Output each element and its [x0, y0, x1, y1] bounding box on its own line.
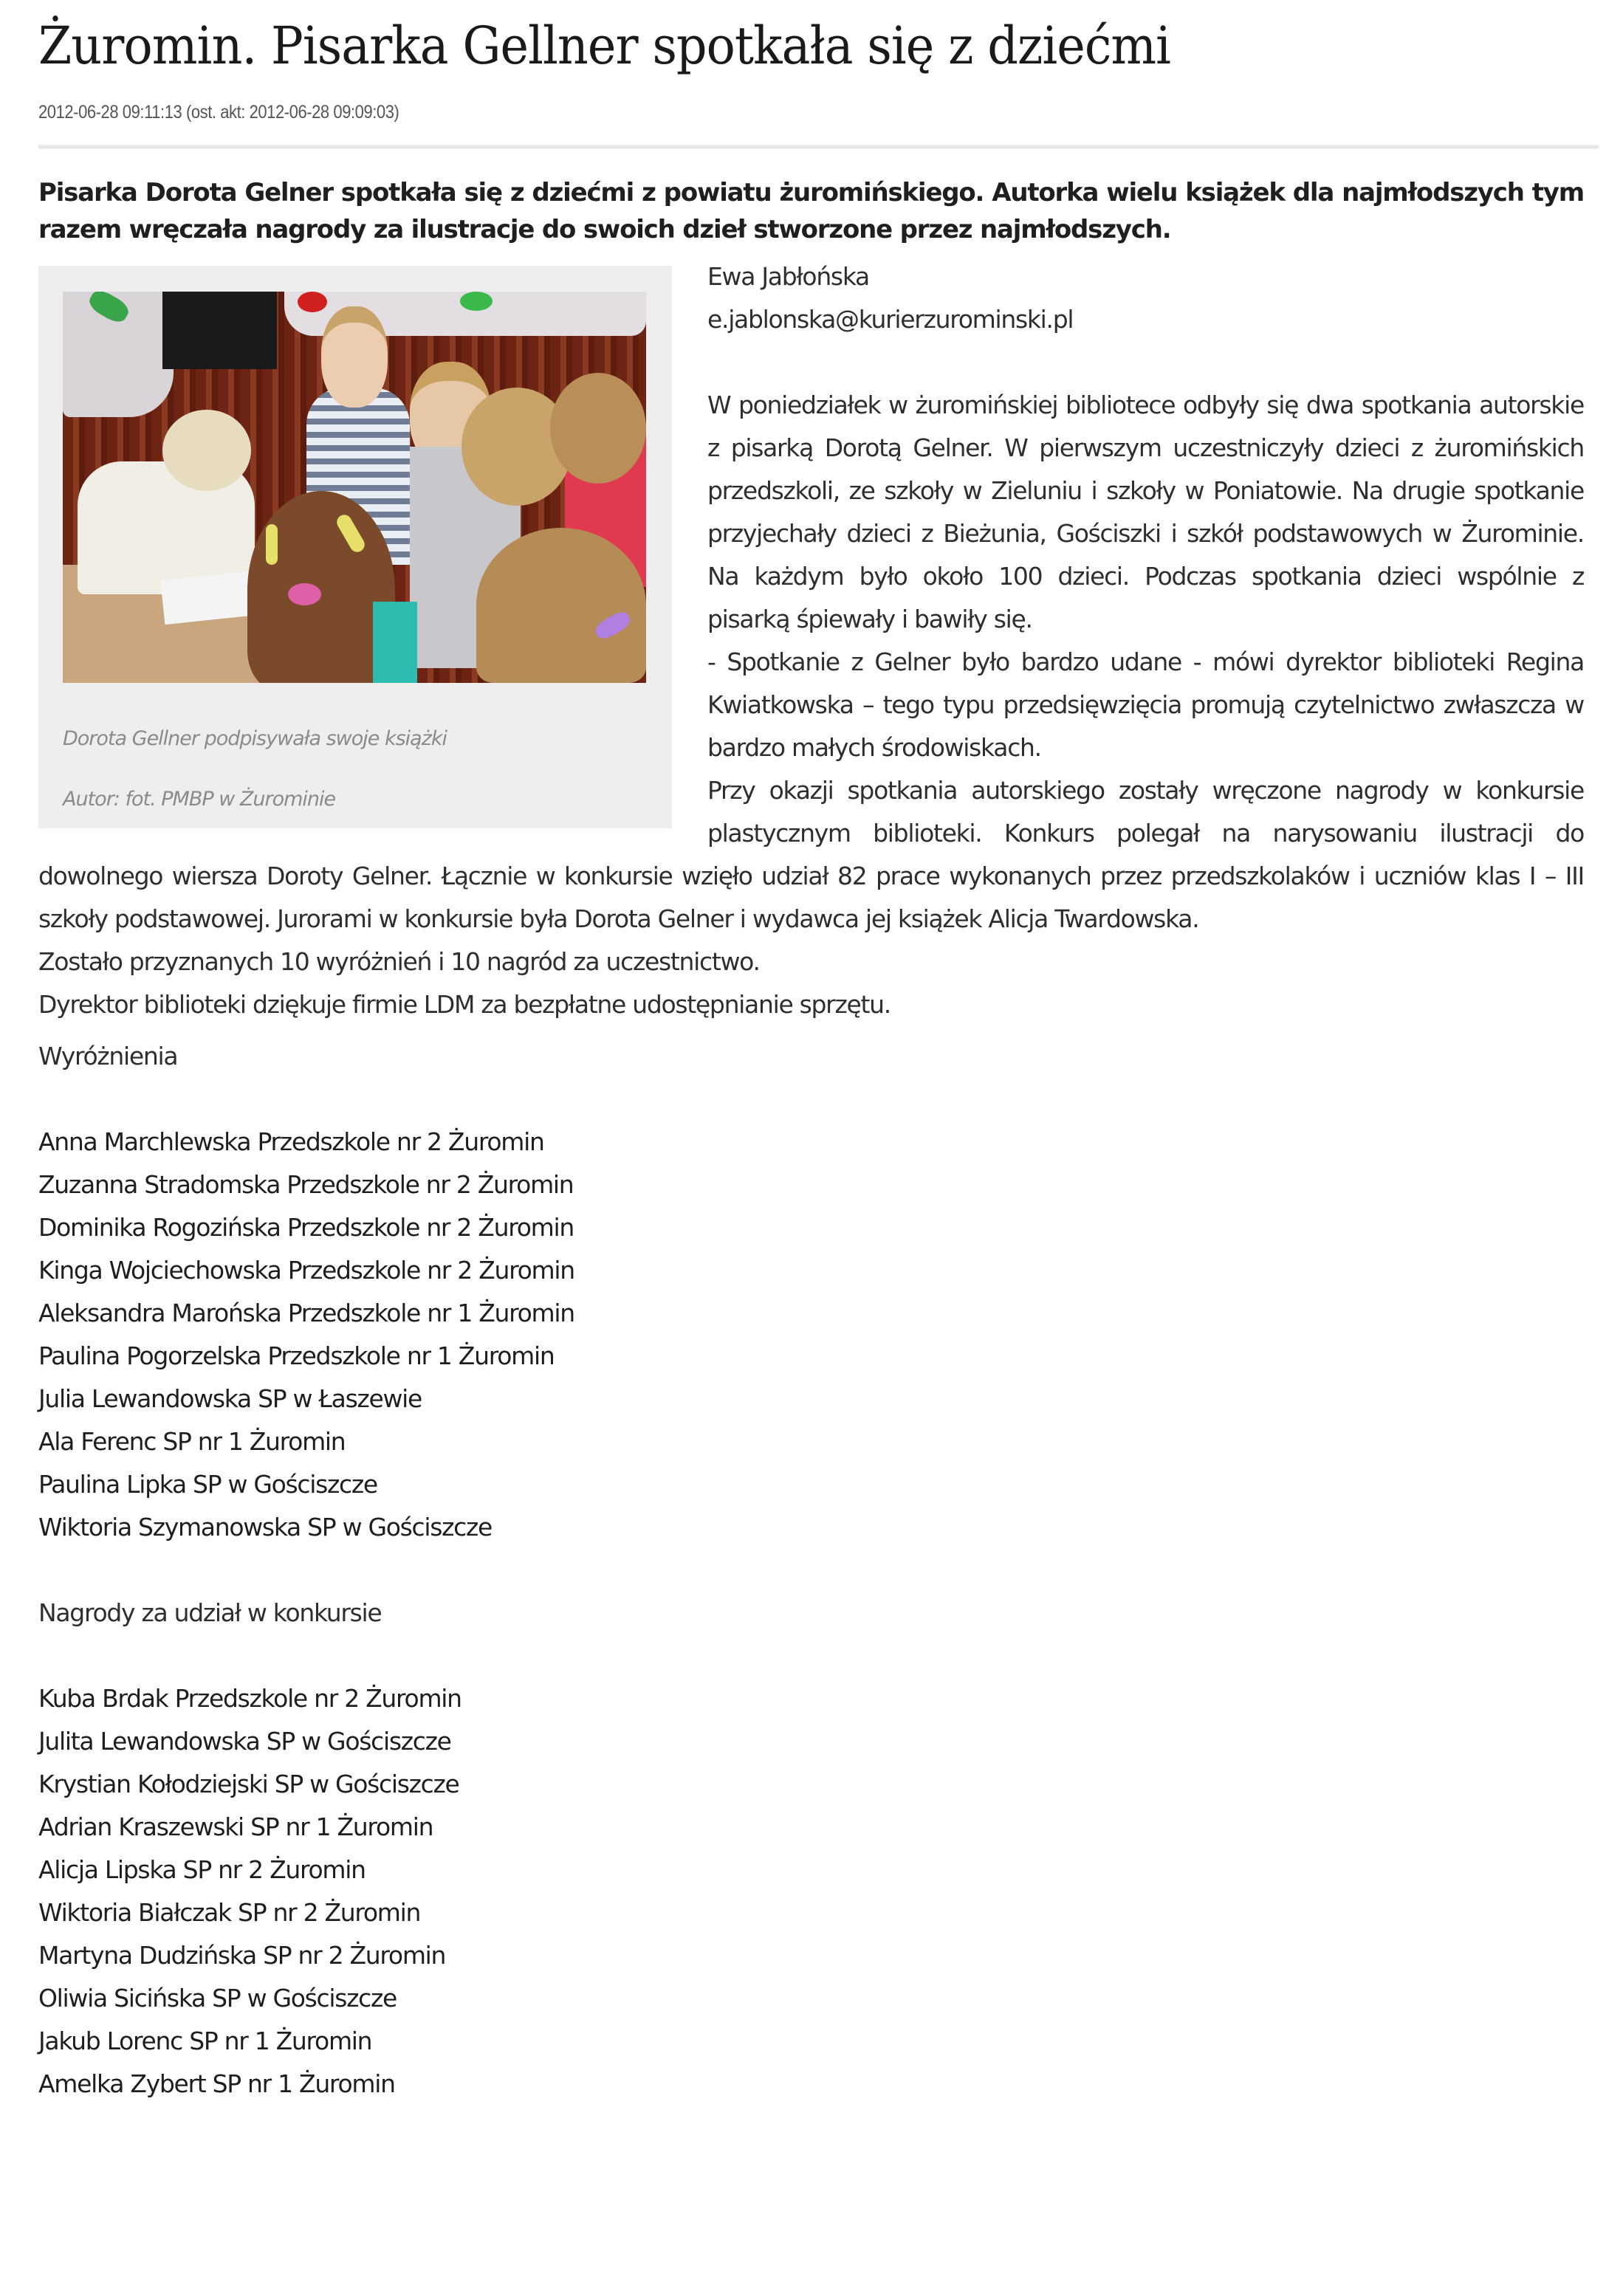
distinctions-list [38, 1121, 1584, 1549]
list-item: Adrian Kraszewski SP nr 1 Żuromin [38, 1812, 433, 1841]
list-item: Alicja Lipska SP nr 2 Żuromin [38, 1855, 366, 1884]
paragraph: - Spotkanie z Gelner było bardzo udane - mówi dyrektor biblioteki Regina Kwiatkowska – tego typu przedsięwzięcia promują czytelnictwo zwłaszcza w bardzo małych środowiskach. [707, 647, 1584, 762]
list-item: Ala Ferenc SP nr 1 Żuromin [38, 1427, 346, 1456]
photo-shirt-teal [373, 602, 417, 683]
list-item: Kuba Brdak Przedszkole nr 2 Żuromin [38, 1684, 461, 1713]
paragraph: W poniedziałek w żuromińskiej bibliotece odbyły się dwa spotkania autorskie z pisarką Dorotą Gelner. W pierwszym uczestniczyły dzieci z żuromińskich przedszkoli, ze szkoły w Zieluniu i szkoły w Poniatowie. Na drugie spotkanie przyjechały dzieci z Bieżunia, Gościszki i szkół podstawowych w Żurominie. Na każdym było około 100 dzieci. Podczas spotkania dzieci wspólnie z pisarką śpiewały i bawiły się. [707, 391, 1584, 633]
distinctions-heading: Wyróżnienia [38, 1042, 178, 1070]
paragraph: Przy okazji spotkania autorskiego zostały wręczone nagrody w konkursie plastycznym biblioteki. Konkurs polegał na narysowaniu ilustracji do dowolnego wiersza Doroty Gelner. Łącznie w konkursie wzięło udział 82 prace wykonanych przez przedszkolaków i uczniów klas I – III szkoły podstawowej. Jurorami w konkursie była Dorota Gelner i wydawca jej książek Alicja Twardowska. [38, 776, 1584, 933]
photo-paper [160, 571, 253, 625]
photo-caption: Dorota Gellner podpisywała swoje książki [63, 727, 447, 750]
list-item: Krystian Kołodziejski SP w Gościszcze [38, 1770, 459, 1798]
photo-figure [38, 266, 672, 828]
article-photo[interactable] [63, 292, 646, 683]
list-item: Julita Lewandowska SP w Gościszcze [38, 1727, 451, 1756]
author-email[interactable]: e.jablonska@kurierzurominski.pl [707, 305, 1074, 334]
list-item: Anna Marchlewska Przedszkole nr 2 Żuromin [38, 1127, 544, 1156]
list-item: Oliwia Sicińska SP w Gościszcze [38, 1984, 397, 2013]
list-item: Paulina Lipka SP w Gościszcze [38, 1470, 377, 1499]
participation-heading: Nagrody za udział w konkursie [38, 1598, 382, 1627]
list-item: Paulina Pogorzelska Przedszkole nr 1 Żuromin [38, 1341, 555, 1370]
photo-child-back-2 [550, 373, 646, 484]
photo-hairclip-yellow2 [266, 524, 278, 565]
photo-speaker [162, 292, 277, 369]
article-title: Żuromin. Pisarka Gellner spotkała się z dziećmi [38, 16, 1171, 76]
list-item: Jakub Lorenc SP nr 1 Żuromin [38, 2027, 372, 2055]
list-item: Zuzanna Stradomska Przedszkole nr 2 Żuromin [38, 1170, 574, 1199]
photo-author-head [162, 410, 251, 491]
list-item: Aleksandra Marońska Przedszkole nr 1 Żuromin [38, 1299, 574, 1327]
paragraph: Dyrektor biblioteki dziękuje firmie LDM za bezpłatne udostępnianie sprzętu. [38, 990, 891, 1019]
list-item: Dominika Rogozińska Przedszkole nr 2 Żuromin [38, 1213, 574, 1242]
list-item: Amelka Zybert SP nr 1 Żuromin [38, 2069, 395, 2098]
photo-decoration-green2 [460, 292, 493, 311]
photo-child-front-right [476, 528, 646, 683]
article-body [38, 262, 1584, 2106]
photo-hairtie-pink [288, 583, 321, 605]
list-item: Kinga Wojciechowska Przedszkole nr 2 Żuromin [38, 1256, 574, 1285]
list-item: Julia Lewandowska SP w Łaszewie [38, 1384, 422, 1413]
article-lead: Pisarka Dorota Gelner spotkała się z dziećmi z powiatu żuromińskiego. Autorka wielu książek dla najmłodszych tym razem wręczała nagrody za ilustracje do swoich dzieł stworzone przez najmłodszych. [38, 178, 1584, 244]
participation-list [38, 1677, 1584, 2106]
list-item: Wiktoria Szymanowska SP w Gościszcze [38, 1513, 493, 1541]
paragraph: Zostało przyznanych 10 wyróżnień i 10 nagród za uczestnictwo. [38, 947, 760, 976]
article-timestamp: 2012-06-28 09:11:13 (ost. akt: 2012-06-28 09:09:03) [38, 102, 399, 123]
photo-girl-standing-head [321, 306, 388, 408]
article [38, 0, 1589, 2098]
photo-credit: Autor: fot. PMBP w Żurominie [63, 788, 336, 811]
author-name: Ewa Jabłońska [707, 262, 869, 291]
header-separator [38, 145, 1599, 149]
photo-decoration-red [298, 292, 327, 312]
list-item: Wiktoria Białczak SP nr 2 Żuromin [38, 1898, 421, 1927]
list-item: Martyna Dudzińska SP nr 2 Żuromin [38, 1941, 446, 1970]
